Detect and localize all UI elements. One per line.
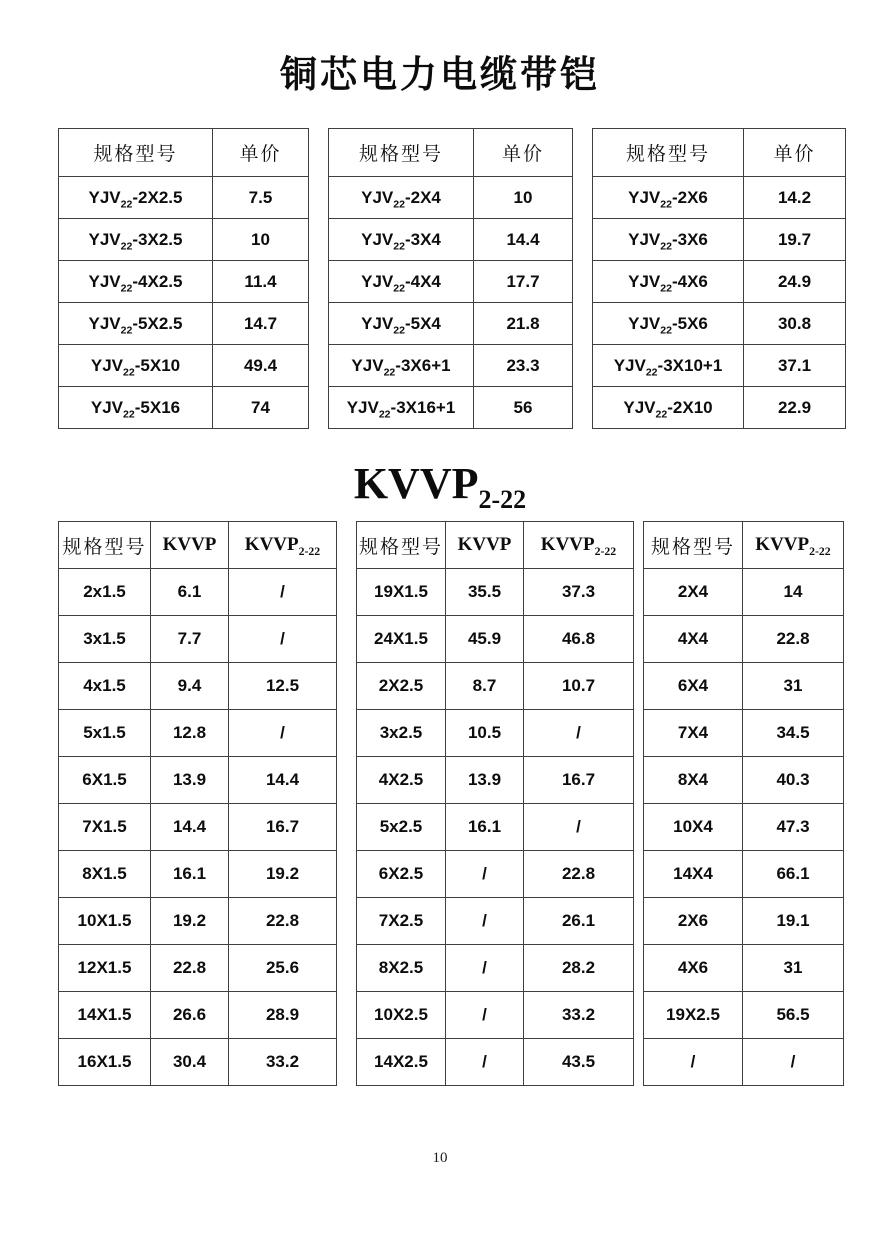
kvvp-price-cell: 35.5 <box>446 569 524 616</box>
table-row <box>329 219 573 261</box>
table-row <box>329 387 573 429</box>
table-row <box>357 851 634 898</box>
unit-price-cell: 30.8 <box>744 303 846 345</box>
unit-price-cell: 14.4 <box>474 219 573 261</box>
kvvp-price-cell: 13.9 <box>151 757 229 804</box>
kvvp222-price-cell: 46.8 <box>524 616 634 663</box>
kvvp222-price-cell: 28.2 <box>524 945 634 992</box>
kvvp-price-cell: 30.4 <box>151 1039 229 1086</box>
table-header-row <box>357 522 634 569</box>
kvvp-title-subscript: 2-22 <box>478 484 527 514</box>
table-header-row <box>593 129 846 177</box>
unit-price-cell: 17.7 <box>474 261 573 303</box>
kvvp222-price-cell: 22.8 <box>229 898 337 945</box>
spec-model-cell: $YJV_{22}-4X6$ <box>593 261 744 303</box>
page-number: 10 <box>432 1150 448 1166</box>
kvvp222-price-cell: / <box>229 569 337 616</box>
unit-price-cell: 14.2 <box>744 177 846 219</box>
kvvp-price-cell: 16.1 <box>151 851 229 898</box>
table-row <box>59 945 337 992</box>
unit-price-cell: 10 <box>213 219 309 261</box>
table-row <box>357 663 634 710</box>
kvvp222-price-cell: 16.7 <box>524 757 634 804</box>
table-header-row <box>59 522 337 569</box>
table-row <box>593 261 846 303</box>
spec-model-cell: 8X4 <box>644 757 743 804</box>
kvvp222-price-cell: 26.1 <box>524 898 634 945</box>
spec-model-cell: $YJV_{22}-2X4$ <box>329 177 474 219</box>
spec-model-cell: $YJV_{22}-5X6$ <box>593 303 744 345</box>
table-row <box>59 219 309 261</box>
unit-price-cell: 7.5 <box>213 177 309 219</box>
kvvp222-price-cell: 31 <box>743 663 844 710</box>
table-row <box>357 757 634 804</box>
kvvp222-price-cell: 31 <box>743 945 844 992</box>
table-row <box>329 345 573 387</box>
table-row <box>357 616 634 663</box>
table-row <box>644 663 844 710</box>
spec-model-cell: 10X1.5 <box>59 898 151 945</box>
table-row <box>59 569 337 616</box>
table-row <box>59 261 309 303</box>
table-row <box>59 757 337 804</box>
spec-model-cell: 5x2.5 <box>357 804 446 851</box>
kvvp-price-cell: 45.9 <box>446 616 524 663</box>
spec-model-cell: 16X1.5 <box>59 1039 151 1086</box>
kvvp222-price-cell: / <box>743 1039 844 1086</box>
table-row <box>357 1039 634 1086</box>
table-row <box>59 710 337 757</box>
table-row <box>593 177 846 219</box>
table-row <box>644 804 844 851</box>
spec-model-cell: 19X2.5 <box>644 992 743 1039</box>
table-row <box>357 710 634 757</box>
spec-model-cell: $YJV_{22}-2X6$ <box>593 177 744 219</box>
spec-model-cell: $YJV_{22}-3X4$ <box>329 219 474 261</box>
kvvp222-price-cell: 28.9 <box>229 992 337 1039</box>
spec-model-cell: 6X2.5 <box>357 851 446 898</box>
kvvp-price-table-1 <box>58 521 337 1086</box>
spec-model-cell: 2X2.5 <box>357 663 446 710</box>
spec-model-cell: 3x1.5 <box>59 616 151 663</box>
kvvp222-price-cell: 22.8 <box>743 616 844 663</box>
kvvp-price-cell: 8.7 <box>446 663 524 710</box>
spec-model-cell-header: 规格型号 <box>593 129 744 177</box>
spec-model-cell-header: 规格型号 <box>644 522 743 569</box>
spec-model-cell: $YJV_{22}-5X16$ <box>59 387 213 429</box>
table-row <box>59 663 337 710</box>
unit-price-cell: 10 <box>474 177 573 219</box>
spec-model-cell: 14X2.5 <box>357 1039 446 1086</box>
kvvp-price-cell: 12.8 <box>151 710 229 757</box>
spec-model-cell: $YJV_{22}-4X4$ <box>329 261 474 303</box>
table-row <box>593 387 846 429</box>
table-row <box>329 303 573 345</box>
table-header-row <box>329 129 573 177</box>
spec-model-cell: 19X1.5 <box>357 569 446 616</box>
spec-model-cell: 8X2.5 <box>357 945 446 992</box>
kvvp-price-cell: 10.5 <box>446 710 524 757</box>
spec-model-cell: 8X1.5 <box>59 851 151 898</box>
spec-model-cell: 7X4 <box>644 710 743 757</box>
spec-model-cell: $YJV_{22}-5X10$ <box>59 345 213 387</box>
kvvp-section-title <box>0 458 880 514</box>
spec-model-cell: 14X1.5 <box>59 992 151 1039</box>
table-row <box>59 1039 337 1086</box>
spec-model-cell: $YJV_{22}-5X4$ <box>329 303 474 345</box>
kvvp222-price-cell: / <box>229 616 337 663</box>
spec-model-cell: 5x1.5 <box>59 710 151 757</box>
unit-price-cell: 19.7 <box>744 219 846 261</box>
unit-price-cell: 49.4 <box>213 345 309 387</box>
spec-model-cell-header: 规格型号 <box>59 129 213 177</box>
kvvp-price-cell: / <box>446 1039 524 1086</box>
spec-model-cell: $YJV_{22}-5X2.5$ <box>59 303 213 345</box>
kvvp222-price-cell: 47.3 <box>743 804 844 851</box>
kvvp-price-cell: 7.7 <box>151 616 229 663</box>
spec-model-cell: $YJV_{22}-3X6$ <box>593 219 744 261</box>
kvvp222-price-cell: 37.3 <box>524 569 634 616</box>
spec-model-cell: $YJV_{22}-2X10$ <box>593 387 744 429</box>
kvvp-price-cell: 19.2 <box>151 898 229 945</box>
unit-price-cell-header: 单价 <box>474 129 573 177</box>
table-row <box>329 177 573 219</box>
spec-model-cell: $YJV_{22}-3X10+1$ <box>593 345 744 387</box>
spec-model-cell: 4x1.5 <box>59 663 151 710</box>
spec-model-cell: 7X2.5 <box>357 898 446 945</box>
spec-model-cell-header: 规格型号 <box>59 522 151 569</box>
spec-model-cell: 3x2.5 <box>357 710 446 757</box>
kvvp222-price-cell: 16.7 <box>229 804 337 851</box>
table-header-row <box>644 522 844 569</box>
table-row <box>59 992 337 1039</box>
spec-model-cell-header: 规格型号 <box>357 522 446 569</box>
spec-model-cell: $YJV_{22}-2X2.5$ <box>59 177 213 219</box>
armored-price-table-1 <box>58 128 309 429</box>
spec-model-cell: 2x1.5 <box>59 569 151 616</box>
table-row <box>59 387 309 429</box>
kvvp-price-table-3 <box>643 521 844 1086</box>
table-row <box>329 261 573 303</box>
unit-price-cell: 74 <box>213 387 309 429</box>
kvvp222-price-cell: 14 <box>743 569 844 616</box>
kvvp-price-cell: 6.1 <box>151 569 229 616</box>
spec-model-cell: 14X4 <box>644 851 743 898</box>
unit-price-cell-header: 单价 <box>213 129 309 177</box>
armored-price-table-2 <box>328 128 573 429</box>
table-row <box>644 851 844 898</box>
spec-model-cell: $YJV_{22}-3X2.5$ <box>59 219 213 261</box>
table-row <box>644 945 844 992</box>
table-row <box>357 898 634 945</box>
kvvp-price-cell: 26.6 <box>151 992 229 1039</box>
kvvp222-price-cell: 43.5 <box>524 1039 634 1086</box>
page-title: 铜芯电力电缆带铠 <box>280 55 600 96</box>
spec-model-cell: 10X4 <box>644 804 743 851</box>
spec-model-cell: 2X6 <box>644 898 743 945</box>
table-row <box>644 569 844 616</box>
table-row <box>644 1039 844 1086</box>
kvvp222-price-cell-header: $KVVP_{2-22}$ <box>229 522 337 569</box>
kvvp-price-cell-header: KVVP <box>446 522 524 569</box>
kvvp222-price-cell: 66.1 <box>743 851 844 898</box>
kvvp-price-cell: 9.4 <box>151 663 229 710</box>
kvvp222-price-cell: 14.4 <box>229 757 337 804</box>
kvvp222-price-cell: 33.2 <box>229 1039 337 1086</box>
table-row <box>357 804 634 851</box>
spec-model-cell: 2X4 <box>644 569 743 616</box>
unit-price-cell: 24.9 <box>744 261 846 303</box>
kvvp-price-cell: 14.4 <box>151 804 229 851</box>
unit-price-cell-header: 单价 <box>744 129 846 177</box>
kvvp-price-cell: / <box>446 945 524 992</box>
table-row <box>644 757 844 804</box>
armored-price-table-3 <box>592 128 846 429</box>
unit-price-cell: 21.8 <box>474 303 573 345</box>
kvvp222-price-cell: / <box>229 710 337 757</box>
kvvp222-price-cell: / <box>524 804 634 851</box>
kvvp-price-cell: / <box>446 898 524 945</box>
unit-price-cell: 37.1 <box>744 345 846 387</box>
kvvp-title-text: KVVP <box>353 459 479 508</box>
table-row <box>59 804 337 851</box>
spec-model-cell-header: 规格型号 <box>329 129 474 177</box>
kvvp-price-table-2 <box>356 521 634 1086</box>
kvvp-price-cell-header: KVVP <box>151 522 229 569</box>
table-row <box>59 616 337 663</box>
kvvp-price-cell: / <box>446 992 524 1039</box>
unit-price-cell: 23.3 <box>474 345 573 387</box>
spec-model-cell: 7X1.5 <box>59 804 151 851</box>
table-row <box>357 569 634 616</box>
kvvp222-price-cell: 25.6 <box>229 945 337 992</box>
spec-model-cell: $YJV_{22}-3X16+1$ <box>329 387 474 429</box>
spec-model-cell: 10X2.5 <box>357 992 446 1039</box>
kvvp222-price-cell-header: $KVVP_{2-22}$ <box>743 522 844 569</box>
spec-model-cell: 24X1.5 <box>357 616 446 663</box>
table-row <box>593 219 846 261</box>
kvvp-price-cell: 22.8 <box>151 945 229 992</box>
table-row <box>644 616 844 663</box>
kvvp222-price-cell-header: $KVVP_{2-22}$ <box>524 522 634 569</box>
kvvp222-price-cell: 33.2 <box>524 992 634 1039</box>
table-row <box>59 303 309 345</box>
spec-model-cell: 4X4 <box>644 616 743 663</box>
unit-price-cell: 11.4 <box>213 261 309 303</box>
spec-model-cell: 12X1.5 <box>59 945 151 992</box>
table-row <box>59 177 309 219</box>
kvvp222-price-cell: / <box>524 710 634 757</box>
table-row <box>644 710 844 757</box>
kvvp222-price-cell: 19.2 <box>229 851 337 898</box>
spec-model-cell: 6X1.5 <box>59 757 151 804</box>
table-row <box>59 345 309 387</box>
kvvp222-price-cell: 56.5 <box>743 992 844 1039</box>
kvvp-price-cell: 13.9 <box>446 757 524 804</box>
kvvp-price-cell: 16.1 <box>446 804 524 851</box>
table-header-row <box>59 129 309 177</box>
table-row <box>644 992 844 1039</box>
table-row <box>644 898 844 945</box>
kvvp222-price-cell: 22.8 <box>524 851 634 898</box>
kvvp222-price-cell: 34.5 <box>743 710 844 757</box>
table-row <box>357 992 634 1039</box>
kvvp222-price-cell: 12.5 <box>229 663 337 710</box>
unit-price-cell: 14.7 <box>213 303 309 345</box>
kvvp222-price-cell: 19.1 <box>743 898 844 945</box>
spec-model-cell: / <box>644 1039 743 1086</box>
spec-model-cell: 4X2.5 <box>357 757 446 804</box>
kvvp-price-cell: / <box>446 851 524 898</box>
spec-model-cell: $YJV_{22}-3X6+1$ <box>329 345 474 387</box>
spec-model-cell: 4X6 <box>644 945 743 992</box>
table-row <box>593 303 846 345</box>
table-row <box>593 345 846 387</box>
table-row <box>59 898 337 945</box>
spec-model-cell: 6X4 <box>644 663 743 710</box>
table-row <box>357 945 634 992</box>
table-row <box>59 851 337 898</box>
unit-price-cell: 22.9 <box>744 387 846 429</box>
kvvp222-price-cell: 40.3 <box>743 757 844 804</box>
kvvp222-price-cell: 10.7 <box>524 663 634 710</box>
unit-price-cell: 56 <box>474 387 573 429</box>
spec-model-cell: $YJV_{22}-4X2.5$ <box>59 261 213 303</box>
